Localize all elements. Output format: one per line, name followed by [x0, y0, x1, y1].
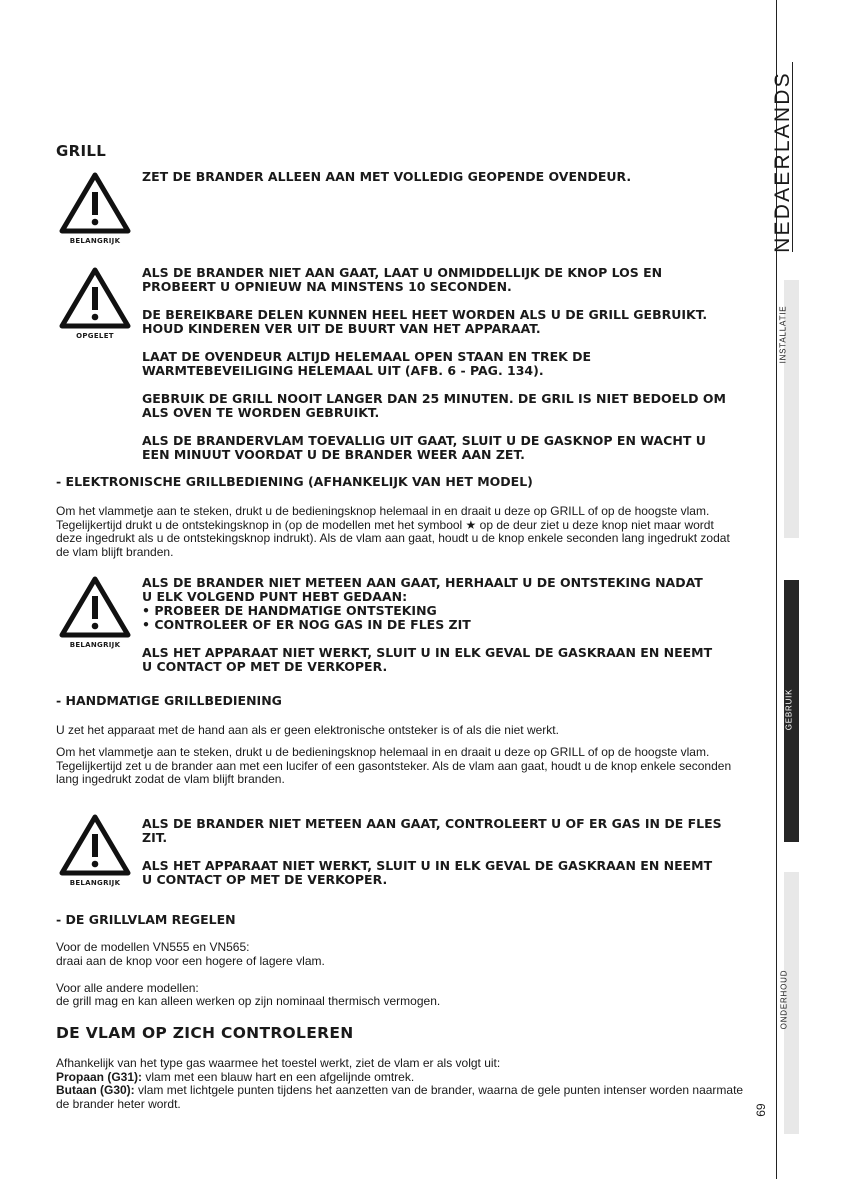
warning-sign-3: [55, 575, 135, 649]
warning-paragraph: LAAT DE OVENDEUR ALTIJD HELEMAAL OPEN STAAN EN TREK DE WARMTEBEVEILIGING HELEMAAL UIT (AFB. 6 - PAG. 134).: [142, 349, 592, 378]
warning-sign-2: [55, 266, 135, 340]
warning-label: BELANGRIJK: [69, 641, 121, 649]
tab-gebruik-label: GEBRUIK: [784, 688, 794, 731]
tab-onderhoud-label: ONDERHOUD: [779, 969, 789, 1030]
body-manual-1: U zet het apparaat met de hand aan als er geen elektronische ontsteker is of als die niet werkt.: [56, 723, 559, 737]
regulate-text-1: draai aan de knop voor een hogere of lagere vlam.: [56, 953, 325, 968]
warning-line: ALS DE BRANDER NIET METEEN AAN GAAT, HERHAALT U DE ONTSTEKING NADAT U ELK VOLGEND PUNT HEBT GEDAAN:: [142, 575, 703, 604]
tab-onderhoud: [779, 872, 799, 1134]
flame-intro: Afhankelijk van het type gas waarmee het toestel werkt, ziet de vlam er als volgt uit:: [56, 1056, 501, 1070]
tab-installatie-label: INSTALLATIE: [778, 305, 788, 364]
warning-line: ALS HET APPARAAT NIET WERKT, SLUIT U IN ELK GEVAL DE GASKRAAN EN NEEMT U CONTACT OP MET DE VERKOPER.: [142, 858, 713, 887]
warning-block: [142, 576, 717, 674]
warning-list: [142, 266, 737, 462]
heading-electronic: - ELEKTRONISCHE GRILLBEDIENING (AFHANKELIJK VAN HET MODEL): [56, 474, 533, 489]
section-title-flame: DE VLAM OP ZICH CONTROLEREN: [56, 1024, 354, 1042]
heading-manual: - HANDMATIGE GRILLBEDIENING: [56, 693, 282, 708]
warning-sign-4: [55, 813, 135, 887]
butaan-label: Butaan (G30):: [56, 1083, 135, 1097]
regulate-text: [56, 941, 738, 1009]
warning-label: BELANGRIJK: [69, 237, 121, 245]
regulate-models-1: Voor de modellen VN555 en VN565:: [56, 940, 250, 954]
propaan-label: Propaan (G31):: [56, 1069, 143, 1084]
flame-propaan: [56, 1071, 746, 1085]
regulate-text-2: de grill mag en kan alleen werken op zijn nominaal thermisch vermogen.: [56, 994, 441, 1008]
heading-regulate: - DE GRILLVLAM REGELEN: [56, 912, 236, 927]
warning-paragraph: ALS DE BRANDER NIET AAN GAAT, LAAT U ONMIDDELLIJK DE KNOP LOS EN PROBEERT U OPNIEUW NA MINSTENS 10 SECONDEN.: [142, 265, 663, 294]
section-title-grill: GRILL: [56, 142, 107, 160]
warning-paragraph: ALS DE BRANDERVLAM TOEVALLIG UIT GAAT, SLUIT U DE GASKNOP EN WACHT U EEN MINUUT VOORDAT U DE BRANDER WEER AAN ZET.: [142, 433, 706, 462]
language-label: NEDAERLANDS: [771, 71, 794, 253]
flame-text: [56, 1057, 746, 1111]
warning-triangle-icon: [58, 266, 132, 330]
regulate-models-2: Voor alle andere modellen:: [56, 980, 199, 995]
warning-line: ALS DE BRANDER NIET METEEN AAN GAAT, CONTROLEERT U OF ER GAS IN DE FLES ZIT.: [142, 816, 722, 845]
warning-label: BELANGRIJK: [69, 879, 121, 887]
butaan-text: vlam met lichtgele punten tijdens het aanzetten van de brander, waarna de gele punten intenser worden naarmate de brander heter wordt.: [56, 1083, 744, 1111]
warning-block: [142, 817, 722, 887]
warning-line: ALS HET APPARAAT NIET WERKT, SLUIT U IN ELK GEVAL DE GASKRAAN EN NEEMT U CONTACT OP MET DE VERKOPER.: [142, 645, 713, 674]
flame-butaan: [56, 1084, 746, 1111]
warning-triangle-icon: [58, 575, 132, 639]
warning-text: ZET DE BRANDER ALLEEN AAN MET VOLLEDIG GEOPENDE OVENDEUR.: [142, 169, 632, 184]
tab-gebruik: [784, 580, 799, 842]
warning-sign-1: [55, 171, 135, 245]
warning-triangle-icon: [58, 171, 132, 235]
warning-paragraph: GEBRUIK DE GRILL NOOIT LANGER DAN 25 MINUTEN. DE GRIL IS NIET BEDOELD OM ALS OVEN TE WORDEN GEBRUIKT.: [142, 391, 726, 420]
body-manual-2: Om het vlammetje aan te steken, drukt u de bedieningsknop helemaal in en draait u deze op GRILL of op de hoogste vlam. Tegelijkertijd zet u de brander aan met een lucifer of een gasontsteker. Als de vlam aan gaat, houdt u de knop enkele seconden lang ingedrukt zodat de vlam blijft branden.: [56, 745, 732, 786]
propaan-text: vlam met een blauw hart en een afgelijnde omtrek.: [142, 1069, 415, 1084]
page-number: 69: [753, 1103, 768, 1117]
warning-bullet: • PROBEER DE HANDMATIGE ONTSTEKING: [142, 603, 437, 618]
warning-label: OPGELET: [76, 332, 114, 340]
warning-paragraph: DE BEREIKBARE DELEN KUNNEN HEEL HEET WORDEN ALS U DE GRILL GEBRUIKT. HOUD KINDEREN VER UIT DE BUURT VAN HET APPARAAT.: [142, 307, 708, 336]
body-electronic: Om het vlammetje aan te steken, drukt u de bedieningsknop helemaal in en draait u deze op GRILL of op de hoogste vlam. Tegelijkertijd drukt u de ontstekingsknop in (op de modellen met het symbool ★ op de deur ziet u deze knop niet maar wordt deze ingedrukt als u de ontstekingsknop indrukt). Als de vlam aan gaat, houdt u de knop enkele seconden lang ingedrukt zodat de vlam blijft branden.: [56, 504, 730, 559]
warning-triangle-icon: [58, 813, 132, 877]
tab-installatie: [778, 280, 799, 538]
warning-bullet: • CONTROLEER OF ER NOG GAS IN DE FLES ZIT: [142, 617, 471, 632]
